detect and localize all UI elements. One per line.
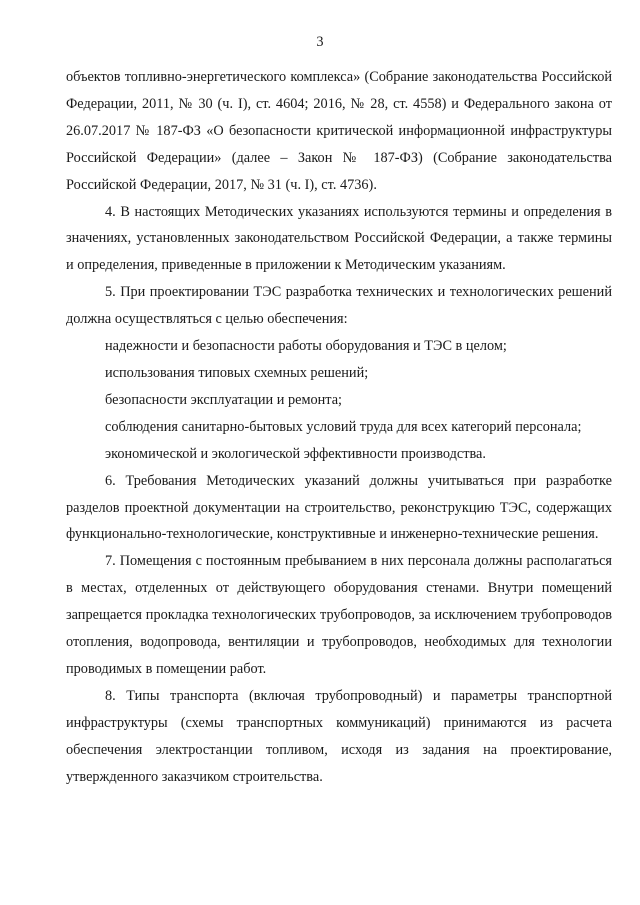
document-body [66, 64, 612, 790]
list-item-sanitary-conditions: соблюдения санитарно-бытовых условий труда для всех категорий персонала; [105, 418, 582, 435]
page-number: 3 [316, 34, 324, 50]
list-item-operation-safety: безопасности эксплуатации и ремонта; [105, 391, 343, 408]
paragraph-item-5: 5. При проектировании ТЭС разработка технических и технологических решений должна осуществляться с целью обеспечения: [66, 284, 612, 328]
list-item-typical-schemes: использования типовых схемных решений; [105, 364, 369, 381]
paragraph-continuation: объектов топливно-энергетического комплекса» (Собрание законодательства Российской Федерации, 2011, № 30 (ч. I), ст. 4604; 2016, № 28, ст. 4558) и Федерального закона от 26.07.2017 № 187-ФЗ «О безопасности критической информационной инфраструктуры Российской Федерации» (далее – Закон № 187-ФЗ) (Собрание законодательства Российской Федерации, 2017, № 31 (ч. I), ст. 4736). [66, 69, 612, 193]
paragraph-item-6: 6. Требования Методических указаний должны учитываться при разработке разделов проектной документации на строительство, реконструкцию ТЭС, содержащих функционально-технологические, конструктивные и инженерно-технические решения. [66, 472, 612, 543]
paragraph-item-4: 4. В настоящих Методических указаниях используются термины и определения в значениях, установленных законодательством Российской Федерации, а также термины и определения, приведенные в приложении к Методическим указаниям. [66, 203, 612, 274]
list-item-reliability: надежности и безопасности работы оборудования и ТЭС в целом; [105, 338, 507, 355]
list-item-efficiency: экономической и экологической эффективности производства. [105, 445, 486, 462]
paragraph-item-8: 8. Типы транспорта (включая трубопроводный) и параметры транспортной инфраструктуры (схемы транспортных коммуникаций) принимаются из расчета обеспечения электростанции топливом, исходя из задания на проектирование, утвержденного заказчиком строительства. [66, 687, 612, 785]
paragraph-item-7: 7. Помещения с постоянным пребыванием в них персонала должны располагаться в местах, отделенных от действующего оборудования стенами. Внутри помещений запрещается прокладка технологических трубопроводов, за исключением трубопроводов отопления, водопровода, вентиляции и трубопроводов, необходимых для технологии проводимых в помещении работ. [66, 553, 612, 677]
